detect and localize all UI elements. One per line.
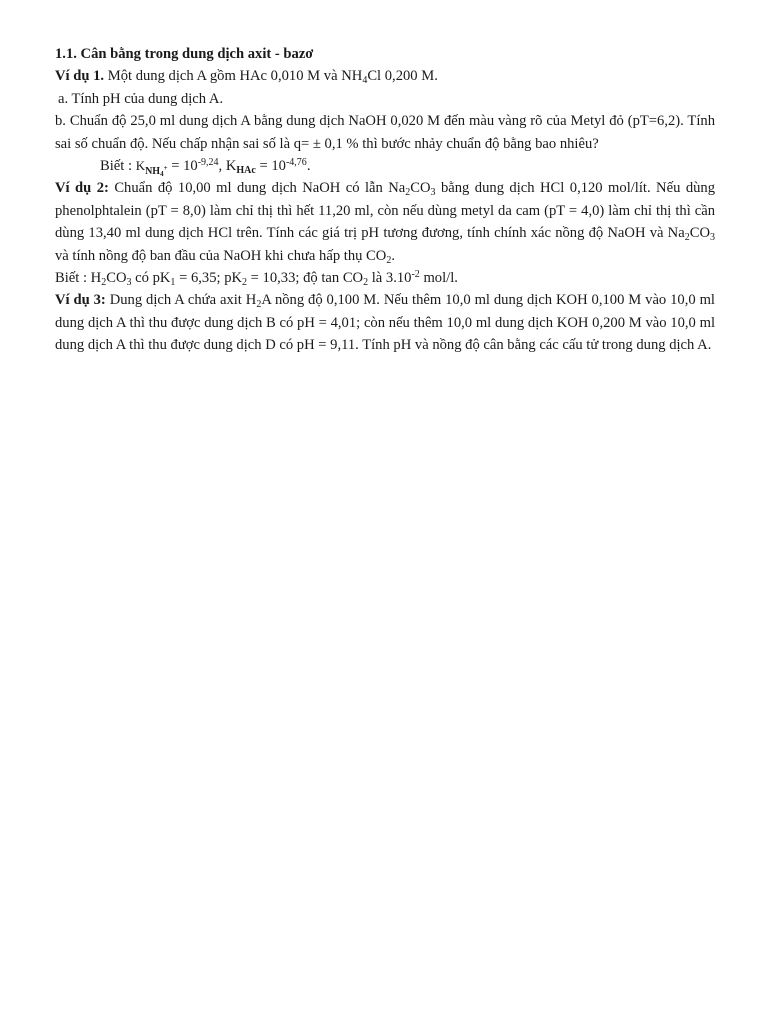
- k-hac-symbol: K: [225, 158, 237, 175]
- example-1-subscript: 4: [362, 75, 368, 87]
- example-1-label: Ví dụ 1.: [55, 68, 105, 85]
- example-1-text-end: Cl 0,200 M.: [367, 68, 438, 85]
- example-1-text: Một dung dịch A gồm HAc 0,010 M và NH: [104, 68, 363, 85]
- k-hac-exponent: -4,76: [285, 157, 307, 169]
- example-2-given: Biết : $H_2CO_3$ có $pK_1 = 6,35$; $pK_2 = 10,33$; độ $\tan CO_2$ là $3.10^{-2}$ mol/l.: [55, 269, 458, 289]
- example-2-label: Ví dụ 2:: [55, 180, 109, 197]
- k-nh4-equals: = 10: [167, 158, 198, 175]
- document-page: [55, 43, 715, 357]
- k-hac-subscript: HAc: [236, 165, 256, 177]
- example-1-part-a: a. Tính pH của dung dịch A.: [58, 90, 224, 107]
- k-hac-equals: = 10: [255, 158, 286, 175]
- example-1-part-b: b. Chuẩn độ 25,0 ml dung dịch A bằng dung dịch NaOH 0,020 M đến màu vàng rõ của Metyl đỏ (pT=6,2). Tính sai số chuẩn độ. Nếu chấp nhận sai số là q= ± 0,1 % thì bước nhảy chuẩn độ bằng bao nhiêu?: [55, 113, 715, 152]
- given-label: Biết :: [100, 158, 136, 175]
- k-nh4-exponent: -9,24: [197, 157, 219, 169]
- given-separator: ,: [218, 158, 226, 175]
- example-3-text: Ví dụ 3: Dung dịch A chứa axit $H_2A$ nồng độ 0,100 M. Nếu thêm 10,0 ml dung dịch KOH 0,100 M vào 10,0 ml dung dịch A thì thu được dung dịch B có pH = 4,01; còn nếu thêm 10,0 ml dung dịch KOH 0,200 M vào 10,0 ml dung dịch A thì thu được dung dịch D có pH = 9,11. Tính pH và nồng độ cân bằng các cấu tử trong dung dịch A.: [55, 292, 715, 354]
- k-nh4-subscript: NH4+: [145, 164, 168, 179]
- given-end: .: [306, 158, 311, 175]
- example-2-text: Ví dụ 2: Chuẩn độ 10,00 ml dung dịch NaOH có lẫn $Na_2CO_3$ bằng dung dịch HCl 0,120 mol/lít. Nếu dùng phenolphtalein (pT = 8,0) làm chỉ thị thì hết 11,20 ml, còn nếu dùng metyl da cam (pT = 4,0) làm chỉ thị thì cần dùng 13,40 ml dung dịch HCl trên. Tính các giá trị pH tương đương, tính chính xác nồng độ NaOH và $Na_2CO_3$ và tính nồng độ ban đầu của NaOH khi chưa hấp thụ $CO_2$.: [55, 180, 716, 266]
- section-title: 1.1. Cân bằng trong dung dịch axit - bazơ: [55, 46, 314, 62]
- example-1-given: [55, 155, 715, 177]
- k-nh4-symbol: K: [135, 158, 146, 174]
- example-3-label: Ví dụ 3:: [55, 292, 106, 309]
- example-1-intro: [55, 65, 715, 87]
